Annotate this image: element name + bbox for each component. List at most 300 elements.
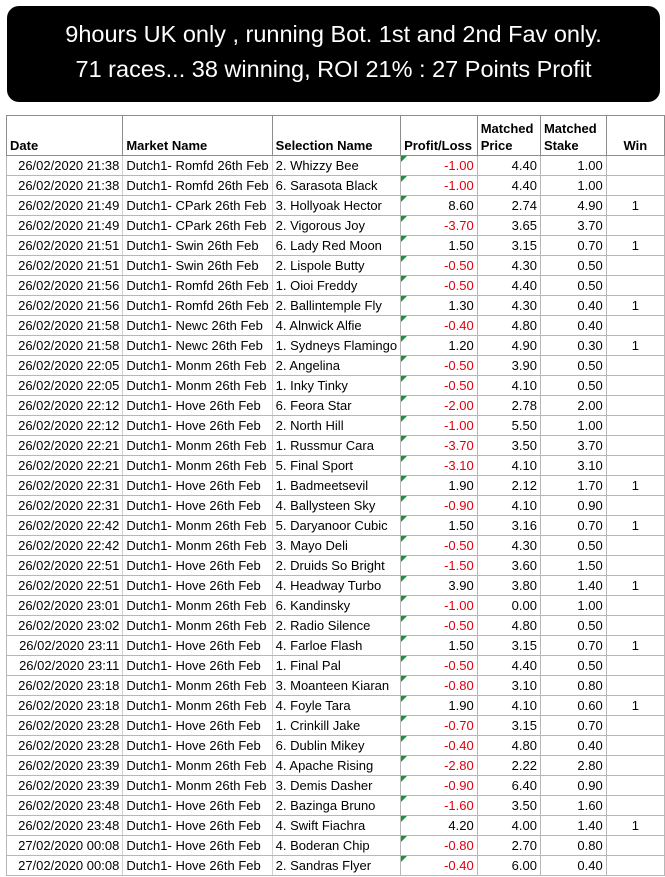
date-cell[interactable]: 26/02/2020 21:49 xyxy=(7,196,123,216)
banner-line-1: 9hours UK only , running Bot. 1st and 2nd Fav only. xyxy=(65,21,602,47)
matched-stake-cell[interactable]: 0.50 xyxy=(540,356,606,376)
date-cell[interactable]: 26/02/2020 22:42 xyxy=(7,516,123,536)
table-row xyxy=(7,816,665,836)
date-cell[interactable]: 26/02/2020 21:51 xyxy=(7,256,123,276)
profit-loss-cell[interactable]: -1.00 xyxy=(401,596,478,616)
profit-loss-cell[interactable]: -0.80 xyxy=(401,836,478,856)
selection-name-cell[interactable]: 1. Oioi Freddy xyxy=(272,276,400,296)
date-cell[interactable]: 26/02/2020 22:42 xyxy=(7,536,123,556)
profit-loss-cell[interactable]: -0.50 xyxy=(401,536,478,556)
header-matched-stake-line1: Matched xyxy=(543,121,597,136)
matched-price-cell[interactable]: 4.40 xyxy=(477,276,540,296)
win-cell[interactable] xyxy=(606,316,664,336)
matched-price-cell[interactable]: 4.40 xyxy=(477,176,540,196)
win-cell[interactable] xyxy=(606,756,664,776)
matched-price-cell[interactable]: 4.80 xyxy=(477,316,540,336)
market-name-cell[interactable]: Dutch1- Hove 26th Feb xyxy=(123,416,272,436)
market-name-cell[interactable]: Dutch1- Hove 26th Feb xyxy=(123,796,272,816)
matched-stake-cell[interactable]: 1.40 xyxy=(540,816,606,836)
table-row xyxy=(7,776,665,796)
win-cell[interactable] xyxy=(606,156,664,176)
matched-price-cell[interactable]: 3.15 xyxy=(477,636,540,656)
matched-stake-cell[interactable]: 4.90 xyxy=(540,196,606,216)
matched-stake-cell[interactable]: 2.80 xyxy=(540,756,606,776)
matched-stake-cell[interactable]: 1.60 xyxy=(540,796,606,816)
profit-loss-cell[interactable]: -2.80 xyxy=(401,756,478,776)
table-row xyxy=(7,376,665,396)
matched-price-cell[interactable]: 3.10 xyxy=(477,676,540,696)
date-cell[interactable]: 26/02/2020 22:51 xyxy=(7,556,123,576)
table-row xyxy=(7,856,665,876)
win-cell[interactable] xyxy=(606,396,664,416)
win-cell[interactable]: 1 xyxy=(606,636,664,656)
selection-name-cell[interactable]: 6. Kandinsky xyxy=(272,596,400,616)
market-name-cell[interactable]: Dutch1- Swin 26th Feb xyxy=(123,256,272,276)
win-cell[interactable] xyxy=(606,176,664,196)
table-row xyxy=(7,616,665,636)
date-cell[interactable]: 26/02/2020 23:18 xyxy=(7,696,123,716)
matched-price-cell[interactable]: 4.30 xyxy=(477,256,540,276)
win-cell[interactable] xyxy=(606,496,664,516)
profit-loss-cell[interactable]: 1.50 xyxy=(401,636,478,656)
matched-price-cell[interactable]: 4.10 xyxy=(477,456,540,476)
matched-price-cell[interactable]: 4.40 xyxy=(477,156,540,176)
matched-price-cell[interactable]: 4.40 xyxy=(477,656,540,676)
matched-price-cell[interactable]: 4.90 xyxy=(477,336,540,356)
table-row xyxy=(7,236,665,256)
profit-loss-cell[interactable]: -0.80 xyxy=(401,676,478,696)
matched-price-cell[interactable]: 4.00 xyxy=(477,816,540,836)
date-cell[interactable]: 26/02/2020 22:21 xyxy=(7,436,123,456)
profit-loss-cell[interactable]: -0.50 xyxy=(401,256,478,276)
matched-price-cell[interactable]: 2.70 xyxy=(477,836,540,856)
selection-name-cell[interactable]: 1. Crinkill Jake xyxy=(272,716,400,736)
win-cell[interactable] xyxy=(606,556,664,576)
matched-price-cell[interactable]: 2.22 xyxy=(477,756,540,776)
win-cell[interactable] xyxy=(606,216,664,236)
profit-loss-cell[interactable]: -1.60 xyxy=(401,796,478,816)
date-cell[interactable]: 26/02/2020 23:02 xyxy=(7,616,123,636)
profit-loss-cell[interactable]: -0.50 xyxy=(401,616,478,636)
banner-line-2: 71 races... 38 winning, ROI 21% : 27 Points Profit xyxy=(75,56,592,82)
date-cell[interactable]: 26/02/2020 21:38 xyxy=(7,156,123,176)
header-win[interactable]: Win xyxy=(606,116,664,156)
profit-loss-cell[interactable]: -3.70 xyxy=(401,216,478,236)
table-row xyxy=(7,656,665,676)
date-cell[interactable]: 26/02/2020 22:21 xyxy=(7,456,123,476)
matched-price-cell[interactable]: 6.00 xyxy=(477,856,540,876)
table-row xyxy=(7,676,665,696)
win-cell[interactable]: 1 xyxy=(606,516,664,536)
matched-stake-cell[interactable]: 0.50 xyxy=(540,616,606,636)
matched-stake-cell[interactable]: 0.80 xyxy=(540,836,606,856)
selection-name-cell[interactable]: 6. Lady Red Moon xyxy=(272,236,400,256)
matched-stake-cell[interactable]: 0.70 xyxy=(540,716,606,736)
matched-stake-cell[interactable]: 0.50 xyxy=(540,536,606,556)
selection-name-cell[interactable]: 5. Final Sport xyxy=(272,456,400,476)
market-name-cell[interactable]: Dutch1- Romfd 26th Feb xyxy=(123,156,272,176)
profit-loss-cell[interactable]: -0.70 xyxy=(401,716,478,736)
date-cell[interactable]: 26/02/2020 23:28 xyxy=(7,716,123,736)
matched-price-cell[interactable]: 2.74 xyxy=(477,196,540,216)
table-row xyxy=(7,836,665,856)
profit-loss-cell[interactable]: -0.90 xyxy=(401,776,478,796)
selection-name-cell[interactable]: 6. Dublin Mikey xyxy=(272,736,400,756)
matched-price-cell[interactable]: 4.80 xyxy=(477,616,540,636)
market-name-cell[interactable]: Dutch1- Monm 26th Feb xyxy=(123,696,272,716)
matched-price-cell[interactable]: 5.50 xyxy=(477,416,540,436)
market-name-cell[interactable]: Dutch1- Monm 26th Feb xyxy=(123,596,272,616)
table-row xyxy=(7,316,665,336)
market-name-cell[interactable]: Dutch1- Newc 26th Feb xyxy=(123,316,272,336)
selection-name-cell[interactable]: 3. Demis Dasher xyxy=(272,776,400,796)
profit-loss-cell[interactable]: 1.90 xyxy=(401,476,478,496)
market-name-cell[interactable]: Dutch1- Hove 26th Feb xyxy=(123,576,272,596)
table-row xyxy=(7,356,665,376)
matched-price-cell[interactable]: 3.15 xyxy=(477,716,540,736)
table-row xyxy=(7,276,665,296)
selection-name-cell[interactable]: 1. Badmeetsevil xyxy=(272,476,400,496)
table-row xyxy=(7,296,665,316)
matched-stake-cell[interactable]: 1.40 xyxy=(540,576,606,596)
matched-stake-cell[interactable]: 2.00 xyxy=(540,396,606,416)
market-name-cell[interactable]: Dutch1- Hove 26th Feb xyxy=(123,716,272,736)
market-name-cell[interactable]: Dutch1- Hove 26th Feb xyxy=(123,856,272,876)
matched-price-cell[interactable]: 3.60 xyxy=(477,556,540,576)
market-name-cell[interactable]: Dutch1- Hove 26th Feb xyxy=(123,736,272,756)
market-name-cell[interactable]: Dutch1- Monm 26th Feb xyxy=(123,456,272,476)
date-cell[interactable]: 26/02/2020 22:05 xyxy=(7,356,123,376)
market-name-cell[interactable]: Dutch1- Romfd 26th Feb xyxy=(123,296,272,316)
win-cell[interactable] xyxy=(606,836,664,856)
summary-banner xyxy=(7,6,660,102)
selection-name-cell[interactable]: 2. Bazinga Bruno xyxy=(272,796,400,816)
market-name-cell[interactable]: Dutch1- Monm 26th Feb xyxy=(123,516,272,536)
selection-name-cell[interactable]: 6. Sarasota Black xyxy=(272,176,400,196)
win-cell[interactable] xyxy=(606,376,664,396)
profit-loss-cell[interactable]: 1.20 xyxy=(401,336,478,356)
matched-stake-cell[interactable]: 0.30 xyxy=(540,336,606,356)
market-name-cell[interactable]: Dutch1- Monm 26th Feb xyxy=(123,536,272,556)
matched-stake-cell[interactable]: 0.70 xyxy=(540,236,606,256)
date-cell[interactable]: 26/02/2020 23:39 xyxy=(7,756,123,776)
profit-loss-cell[interactable]: -3.10 xyxy=(401,456,478,476)
market-name-cell[interactable]: Dutch1- Hove 26th Feb xyxy=(123,476,272,496)
win-cell[interactable]: 1 xyxy=(606,576,664,596)
market-name-cell[interactable]: Dutch1- Romfd 26th Feb xyxy=(123,276,272,296)
matched-stake-cell[interactable]: 0.70 xyxy=(540,516,606,536)
win-cell[interactable]: 1 xyxy=(606,816,664,836)
table-row xyxy=(7,436,665,456)
matched-price-cell[interactable]: 4.30 xyxy=(477,536,540,556)
win-cell[interactable] xyxy=(606,436,664,456)
matched-price-cell[interactable]: 4.10 xyxy=(477,496,540,516)
header-row xyxy=(7,116,665,156)
matched-stake-cell[interactable]: 0.40 xyxy=(540,736,606,756)
win-cell[interactable] xyxy=(606,796,664,816)
selection-name-cell[interactable]: 2. Druids So Bright xyxy=(272,556,400,576)
market-name-cell[interactable]: Dutch1- Monm 26th Feb xyxy=(123,356,272,376)
header-matched-stake[interactable] xyxy=(540,116,606,156)
selection-name-cell[interactable]: 2. Ballintemple Fly xyxy=(272,296,400,316)
profit-loss-cell[interactable]: -0.40 xyxy=(401,736,478,756)
win-cell[interactable]: 1 xyxy=(606,696,664,716)
date-cell[interactable]: 26/02/2020 23:01 xyxy=(7,596,123,616)
win-cell[interactable] xyxy=(606,596,664,616)
market-name-cell[interactable]: Dutch1- Romfd 26th Feb xyxy=(123,176,272,196)
matched-stake-cell[interactable]: 3.70 xyxy=(540,216,606,236)
matched-price-cell[interactable]: 3.16 xyxy=(477,516,540,536)
table-row xyxy=(7,456,665,476)
date-cell[interactable]: 26/02/2020 22:31 xyxy=(7,476,123,496)
matched-price-cell[interactable]: 3.65 xyxy=(477,216,540,236)
matched-price-cell[interactable]: 4.30 xyxy=(477,296,540,316)
selection-name-cell[interactable]: 4. Alnwick Alfie xyxy=(272,316,400,336)
matched-stake-cell[interactable]: 0.80 xyxy=(540,676,606,696)
market-name-cell[interactable]: Dutch1- Hove 26th Feb xyxy=(123,836,272,856)
win-cell[interactable] xyxy=(606,676,664,696)
table-row xyxy=(7,556,665,576)
table-row xyxy=(7,496,665,516)
profit-loss-cell[interactable]: -1.00 xyxy=(401,156,478,176)
profit-loss-cell[interactable]: 1.50 xyxy=(401,516,478,536)
date-cell[interactable]: 26/02/2020 23:39 xyxy=(7,776,123,796)
win-cell[interactable]: 1 xyxy=(606,236,664,256)
header-matched-price[interactable] xyxy=(477,116,540,156)
matched-stake-cell[interactable]: 0.50 xyxy=(540,256,606,276)
table-row xyxy=(7,336,665,356)
matched-price-cell[interactable]: 3.50 xyxy=(477,436,540,456)
profit-loss-cell[interactable]: -0.50 xyxy=(401,376,478,396)
matched-stake-cell[interactable]: 3.10 xyxy=(540,456,606,476)
selection-name-cell[interactable]: 2. North Hill xyxy=(272,416,400,436)
market-name-cell[interactable]: Dutch1- Monm 26th Feb xyxy=(123,676,272,696)
market-name-cell[interactable]: Dutch1- Hove 26th Feb xyxy=(123,396,272,416)
header-market-name[interactable]: Market Name xyxy=(123,116,272,156)
date-cell[interactable]: 26/02/2020 21:38 xyxy=(7,176,123,196)
market-name-cell[interactable]: Dutch1- Hove 26th Feb xyxy=(123,636,272,656)
market-name-cell[interactable]: Dutch1- Hove 26th Feb xyxy=(123,556,272,576)
win-cell[interactable] xyxy=(606,736,664,756)
selection-name-cell[interactable]: 1. Inky Tinky xyxy=(272,376,400,396)
date-cell[interactable]: 26/02/2020 22:05 xyxy=(7,376,123,396)
table-row xyxy=(7,396,665,416)
win-cell[interactable] xyxy=(606,536,664,556)
profit-loss-cell[interactable]: -0.50 xyxy=(401,276,478,296)
date-cell[interactable]: 26/02/2020 21:49 xyxy=(7,216,123,236)
profit-loss-cell[interactable]: -0.50 xyxy=(401,656,478,676)
date-cell[interactable]: 26/02/2020 21:51 xyxy=(7,236,123,256)
matched-stake-cell[interactable]: 1.70 xyxy=(540,476,606,496)
selection-name-cell[interactable]: 4. Swift Fiachra xyxy=(272,816,400,836)
profit-loss-cell[interactable]: -1.00 xyxy=(401,176,478,196)
selection-name-cell[interactable]: 2. Angelina xyxy=(272,356,400,376)
win-cell[interactable]: 1 xyxy=(606,196,664,216)
header-profit-loss[interactable]: Profit/Loss xyxy=(401,116,478,156)
profit-loss-cell[interactable]: -0.40 xyxy=(401,316,478,336)
win-cell[interactable] xyxy=(606,276,664,296)
matched-price-cell[interactable]: 4.10 xyxy=(477,376,540,396)
matched-price-cell[interactable]: 2.78 xyxy=(477,396,540,416)
profit-loss-cell[interactable]: -0.50 xyxy=(401,356,478,376)
matched-price-cell[interactable]: 3.50 xyxy=(477,796,540,816)
market-name-cell[interactable]: Dutch1- Hove 26th Feb xyxy=(123,656,272,676)
selection-name-cell[interactable]: 2. Radio Silence xyxy=(272,616,400,636)
date-cell[interactable]: 26/02/2020 23:11 xyxy=(7,656,123,676)
date-cell[interactable]: 26/02/2020 23:48 xyxy=(7,816,123,836)
matched-stake-cell[interactable]: 3.70 xyxy=(540,436,606,456)
table-row xyxy=(7,256,665,276)
matched-stake-cell[interactable]: 0.40 xyxy=(540,316,606,336)
header-matched-price-line2: Price xyxy=(480,138,513,153)
header-date[interactable]: Date xyxy=(7,116,123,156)
profit-loss-cell[interactable]: -1.50 xyxy=(401,556,478,576)
profit-loss-cell[interactable]: 1.50 xyxy=(401,236,478,256)
selection-name-cell[interactable]: 4. Farloe Flash xyxy=(272,636,400,656)
matched-stake-cell[interactable]: 1.50 xyxy=(540,556,606,576)
matched-stake-cell[interactable]: 1.00 xyxy=(540,156,606,176)
profit-loss-cell[interactable]: 8.60 xyxy=(401,196,478,216)
table-row xyxy=(7,156,665,176)
profit-loss-cell[interactable]: -2.00 xyxy=(401,396,478,416)
win-cell[interactable] xyxy=(606,656,664,676)
matched-price-cell[interactable]: 4.80 xyxy=(477,736,540,756)
win-cell[interactable] xyxy=(606,456,664,476)
matched-stake-cell[interactable]: 1.00 xyxy=(540,416,606,436)
win-cell[interactable] xyxy=(606,416,664,436)
results-table xyxy=(6,115,665,876)
table-row xyxy=(7,216,665,236)
market-name-cell[interactable]: Dutch1- Newc 26th Feb xyxy=(123,336,272,356)
profit-loss-cell[interactable]: -0.90 xyxy=(401,496,478,516)
market-name-cell[interactable]: Dutch1- Hove 26th Feb xyxy=(123,496,272,516)
market-name-cell[interactable]: Dutch1- Monm 26th Feb xyxy=(123,376,272,396)
table-row xyxy=(7,536,665,556)
market-name-cell[interactable]: Dutch1- CPark 26th Feb xyxy=(123,216,272,236)
win-cell[interactable]: 1 xyxy=(606,336,664,356)
date-cell[interactable]: 26/02/2020 23:28 xyxy=(7,736,123,756)
header-selection-name[interactable]: Selection Name xyxy=(272,116,400,156)
selection-name-cell[interactable]: 6. Feora Star xyxy=(272,396,400,416)
selection-name-cell[interactable]: 1. Sydneys Flamingo xyxy=(272,336,400,356)
selection-name-cell[interactable]: 1. Final Pal xyxy=(272,656,400,676)
market-name-cell[interactable]: Dutch1- Hove 26th Feb xyxy=(123,816,272,836)
table-row xyxy=(7,756,665,776)
matched-stake-cell[interactable]: 0.40 xyxy=(540,296,606,316)
market-name-cell[interactable]: Dutch1- Monm 26th Feb xyxy=(123,756,272,776)
date-cell[interactable]: 26/02/2020 21:58 xyxy=(7,316,123,336)
selection-name-cell[interactable]: 3. Moanteen Kiaran xyxy=(272,676,400,696)
selection-name-cell[interactable]: 4. Foyle Tara xyxy=(272,696,400,716)
selection-name-cell[interactable]: 4. Boderan Chip xyxy=(272,836,400,856)
win-cell[interactable] xyxy=(606,856,664,876)
matched-price-cell[interactable]: 4.10 xyxy=(477,696,540,716)
date-cell[interactable]: 26/02/2020 22:31 xyxy=(7,496,123,516)
table-row xyxy=(7,176,665,196)
date-cell[interactable]: 26/02/2020 23:11 xyxy=(7,636,123,656)
selection-name-cell[interactable]: 2. Sandras Flyer xyxy=(272,856,400,876)
matched-price-cell[interactable]: 3.15 xyxy=(477,236,540,256)
date-cell[interactable]: 26/02/2020 23:18 xyxy=(7,676,123,696)
table-row xyxy=(7,796,665,816)
matched-stake-cell[interactable]: 1.00 xyxy=(540,176,606,196)
table-row xyxy=(7,596,665,616)
table-body xyxy=(7,156,665,876)
selection-name-cell[interactable]: 4. Headway Turbo xyxy=(272,576,400,596)
table-row xyxy=(7,476,665,496)
date-cell[interactable]: 27/02/2020 00:08 xyxy=(7,836,123,856)
win-cell[interactable] xyxy=(606,356,664,376)
matched-price-cell[interactable]: 0.00 xyxy=(477,596,540,616)
matched-price-cell[interactable]: 6.40 xyxy=(477,776,540,796)
matched-stake-cell[interactable]: 0.90 xyxy=(540,776,606,796)
matched-stake-cell[interactable]: 1.00 xyxy=(540,596,606,616)
selection-name-cell[interactable]: 3. Hollyoak Hector xyxy=(272,196,400,216)
matched-price-cell[interactable]: 2.12 xyxy=(477,476,540,496)
selection-name-cell[interactable]: 4. Apache Rising xyxy=(272,756,400,776)
date-cell[interactable]: 27/02/2020 00:08 xyxy=(7,856,123,876)
matched-price-cell[interactable]: 3.90 xyxy=(477,356,540,376)
win-cell[interactable] xyxy=(606,256,664,276)
matched-stake-cell[interactable]: 0.50 xyxy=(540,276,606,296)
selection-name-cell[interactable]: 2. Whizzy Bee xyxy=(272,156,400,176)
market-name-cell[interactable]: Dutch1- Monm 26th Feb xyxy=(123,776,272,796)
header-matched-price-line1: Matched xyxy=(480,121,534,136)
table-row xyxy=(7,416,665,436)
selection-name-cell[interactable]: 2. Lispole Butty xyxy=(272,256,400,276)
selection-name-cell[interactable]: 4. Ballysteen Sky xyxy=(272,496,400,516)
matched-stake-cell[interactable]: 0.70 xyxy=(540,636,606,656)
matched-stake-cell[interactable]: 0.50 xyxy=(540,376,606,396)
win-cell[interactable] xyxy=(606,616,664,636)
date-cell[interactable]: 26/02/2020 23:48 xyxy=(7,796,123,816)
market-name-cell[interactable]: Dutch1- Monm 26th Feb xyxy=(123,616,272,636)
date-cell[interactable]: 26/02/2020 22:51 xyxy=(7,576,123,596)
matched-stake-cell[interactable]: 0.50 xyxy=(540,656,606,676)
date-cell[interactable]: 26/02/2020 22:12 xyxy=(7,396,123,416)
matched-stake-cell[interactable]: 0.60 xyxy=(540,696,606,716)
selection-name-cell[interactable]: 3. Mayo Deli xyxy=(272,536,400,556)
selection-name-cell[interactable]: 2. Vigorous Joy xyxy=(272,216,400,236)
table-row xyxy=(7,736,665,756)
selection-name-cell[interactable]: 5. Daryanoor Cubic xyxy=(272,516,400,536)
matched-stake-cell[interactable]: 0.40 xyxy=(540,856,606,876)
profit-loss-cell[interactable]: -0.40 xyxy=(401,856,478,876)
market-name-cell[interactable]: Dutch1- CPark 26th Feb xyxy=(123,196,272,216)
header-matched-stake-line2: Stake xyxy=(543,138,579,153)
market-name-cell[interactable]: Dutch1- Monm 26th Feb xyxy=(123,436,272,456)
date-cell[interactable]: 26/02/2020 21:56 xyxy=(7,296,123,316)
profit-loss-cell[interactable]: -1.00 xyxy=(401,416,478,436)
market-name-cell[interactable]: Dutch1- Swin 26th Feb xyxy=(123,236,272,256)
date-cell[interactable]: 26/02/2020 22:12 xyxy=(7,416,123,436)
profit-loss-cell[interactable]: 3.90 xyxy=(401,576,478,596)
date-cell[interactable]: 26/02/2020 21:58 xyxy=(7,336,123,356)
profit-loss-cell[interactable]: -3.70 xyxy=(401,436,478,456)
win-cell[interactable] xyxy=(606,716,664,736)
win-cell[interactable] xyxy=(606,776,664,796)
date-cell[interactable]: 26/02/2020 21:56 xyxy=(7,276,123,296)
matched-stake-cell[interactable]: 0.90 xyxy=(540,496,606,516)
profit-loss-cell[interactable]: 4.20 xyxy=(401,816,478,836)
selection-name-cell[interactable]: 1. Russmur Cara xyxy=(272,436,400,456)
matched-price-cell[interactable]: 3.80 xyxy=(477,576,540,596)
profit-loss-cell[interactable]: 1.90 xyxy=(401,696,478,716)
win-cell[interactable]: 1 xyxy=(606,296,664,316)
win-cell[interactable]: 1 xyxy=(606,476,664,496)
profit-loss-cell[interactable]: 1.30 xyxy=(401,296,478,316)
table-row xyxy=(7,196,665,216)
